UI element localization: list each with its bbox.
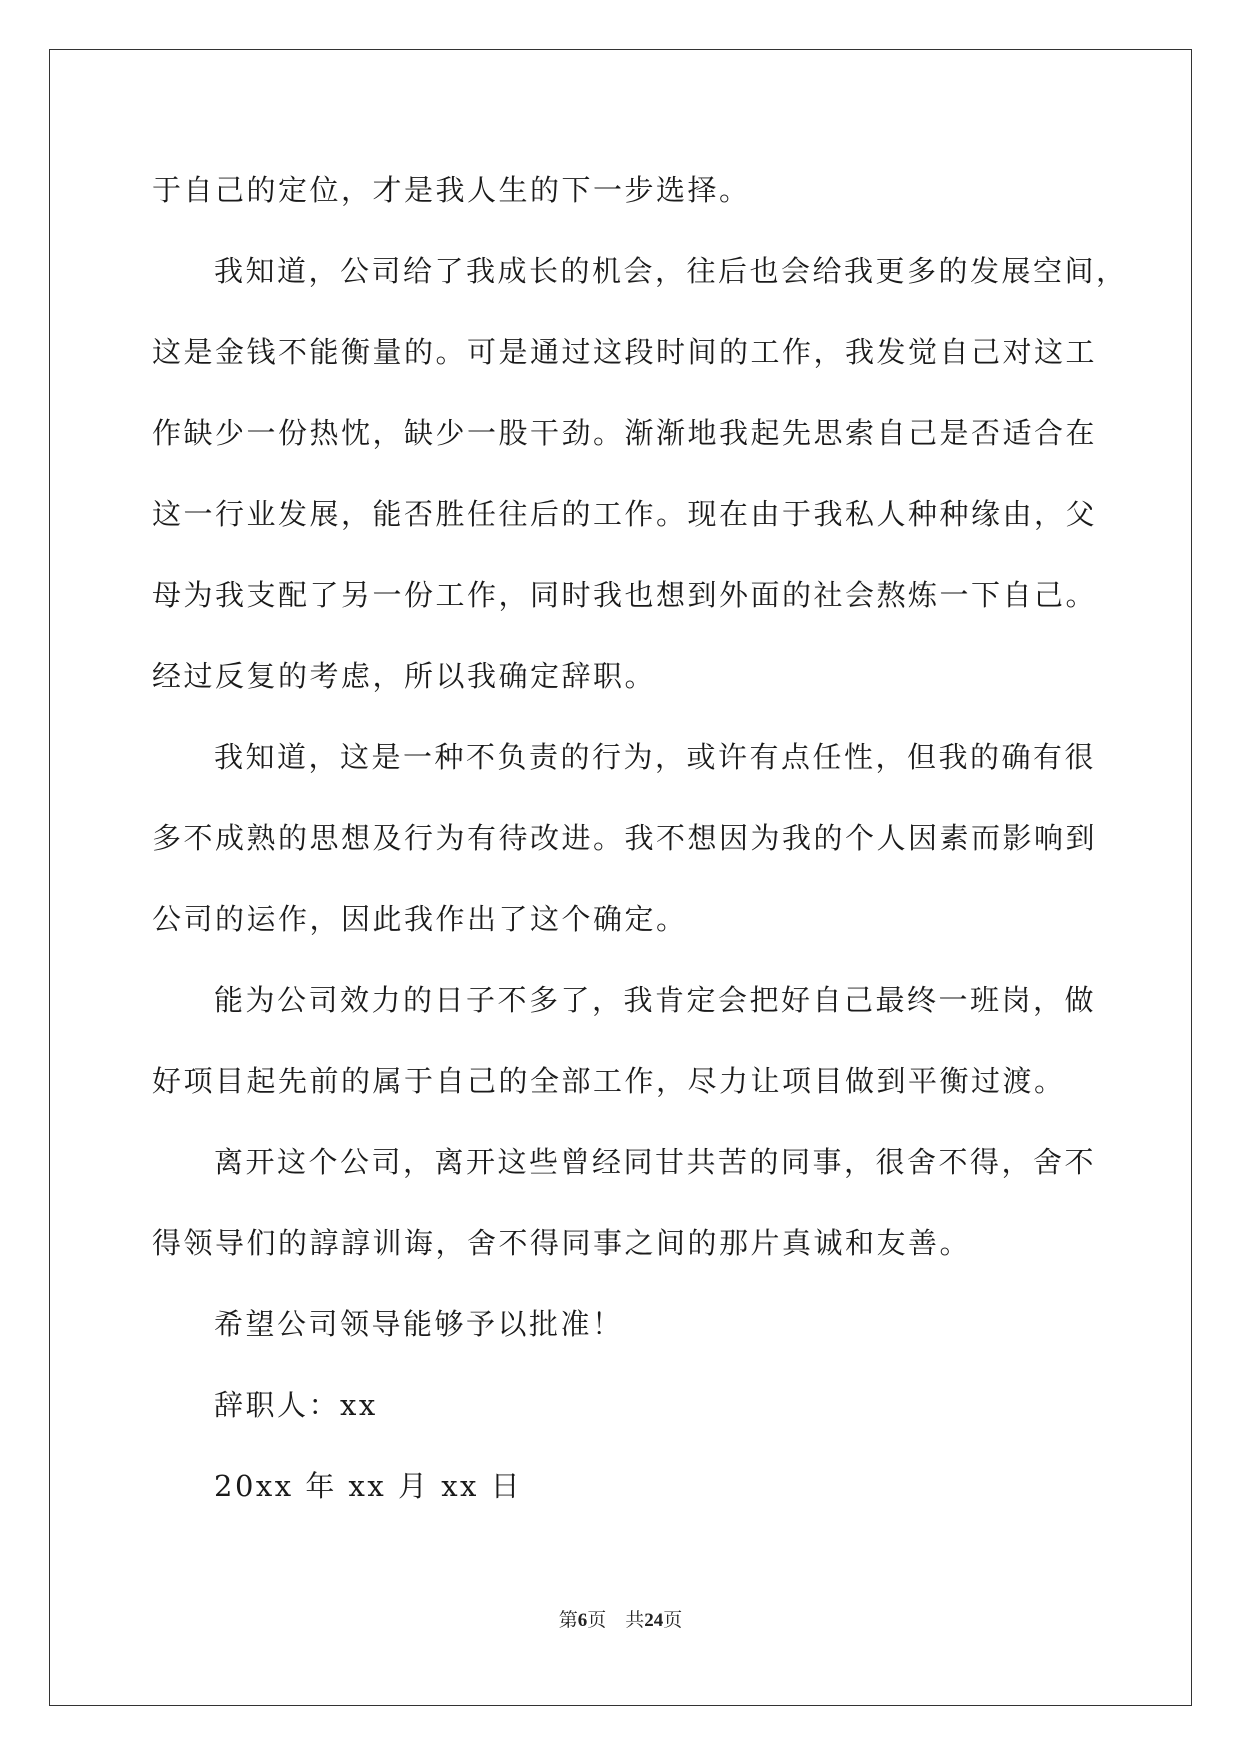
text-line: 得领导们的諄諄训诲，舍不得同事之间的那片真诚和友善。: [152, 1226, 972, 1260]
paragraph-start-line: 离开这个公司，离开这些曾经同甘共苦的同事，很舍不得，舍不: [214, 1145, 1097, 1179]
total-pages: 24: [644, 1610, 664, 1631]
total-label-suffix: 页: [663, 1610, 683, 1631]
page-label-suffix: 页: [587, 1610, 607, 1631]
closing-request: 希望公司领导能够予以批准！: [214, 1307, 624, 1341]
text-line: 母为我支配了另一份工作，同时我也想到外面的社会熬炼一下自己。: [152, 578, 1098, 612]
text-line: 于自己的定位，才是我人生的下一步选择。: [152, 173, 751, 207]
text-line: 好项目起先前的属于自己的全部工作，尽力让项目做到平衡过渡。: [152, 1064, 1066, 1098]
paragraph-start-line: 能为公司效力的日子不多了，我肯定会把好自己最终一班岗，做: [214, 983, 1097, 1017]
date-line: 20xx 年 xx 月 xx 日: [214, 1469, 523, 1503]
text-line: 这一行业发展，能否胜任往后的工作。现在由于我私人种种缘由，父: [152, 497, 1098, 531]
document-body: [152, 150, 1128, 1527]
page-number: 6: [577, 1610, 588, 1631]
paragraph-start-line: 我知道，公司给了我成长的机会，往后也会给我更多的发展空间，: [214, 254, 1128, 288]
text-line: 这是金钱不能衡量的。可是通过这段时间的工作，我发觉自己对这工: [152, 335, 1098, 369]
paragraph-start-line: 我知道，这是一种不负责的行为，或许有点任性，但我的确有很: [214, 740, 1097, 774]
signature-line: 辞职人：xx: [214, 1388, 378, 1422]
text-line: 多不成熟的思想及行为有待改进。我不想因为我的个人因素而影响到: [152, 821, 1098, 855]
text-line: 作缺少一份热忱，缺少一股干劲。渐渐地我起先思索自己是否适合在: [152, 416, 1098, 450]
page-label-prefix: 第: [558, 1610, 578, 1631]
text-line: 公司的运作，因此我作出了这个确定。: [152, 902, 688, 936]
page-footer: [0, 1605, 1241, 1632]
total-label-prefix: 共: [625, 1610, 645, 1631]
text-line: 经过反复的考虑，所以我确定辞职。: [152, 659, 657, 693]
